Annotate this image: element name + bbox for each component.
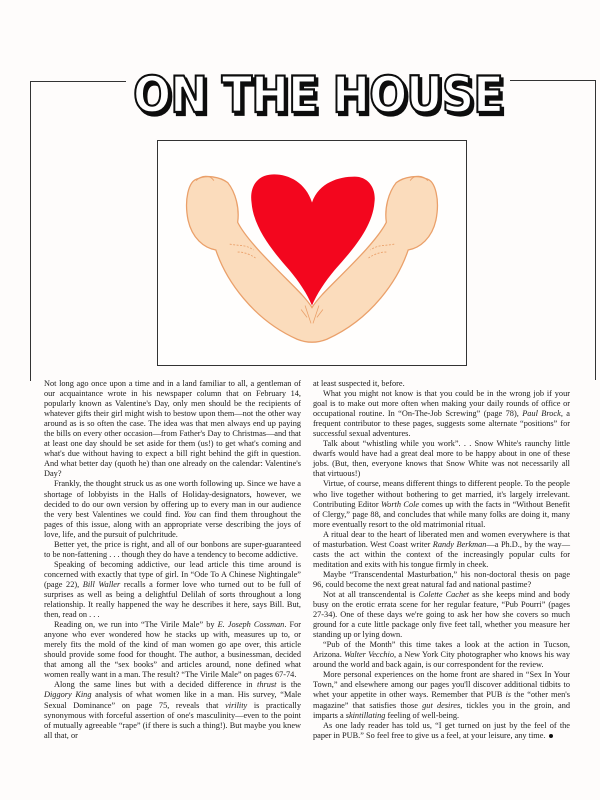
article-paragraph — [313, 721, 570, 741]
article-paragraph — [44, 620, 301, 680]
text-run: A ritual dear to the heart of liberated men and women everywhere is that of masturbation. West Coast writer — [313, 529, 570, 549]
article-paragraph — [313, 640, 570, 670]
text-run: Not at all transcendental is — [323, 589, 419, 599]
italic-name: thrust — [257, 680, 277, 690]
text-run: “Pub of the Month” this time takes a look at the action in Tucson, Arizona. — [313, 640, 570, 660]
text-run: , a New York City photographer who knows his way around the world and back again, is our correspondent for the review. — [313, 650, 570, 670]
illustration-frame — [157, 140, 467, 366]
article-paragraph — [313, 379, 570, 389]
text-run: Along the same lines but with a decided difference in — [54, 680, 258, 690]
italic-name: is — [505, 690, 512, 700]
italic-name: Walter Vecchio — [344, 650, 395, 660]
text-run: Speaking of becoming addictive, our lead article this time around is concerned with exactly that type of girl. In “Ode To A Chinese Nightingale” (page 22), — [44, 559, 301, 589]
article-paragraph — [44, 379, 301, 479]
frame-left-top-rule — [30, 81, 126, 82]
heart-embrace-illustration — [158, 141, 466, 365]
italic-name: Bill Waller — [82, 579, 121, 589]
text-run: —a Ph.D., by the way—casts the act within the context of the increasingly popular cults for meditation and exits with his tongue firmly in cheek. — [313, 539, 570, 569]
italic-name: You — [183, 509, 197, 519]
italic-name: E. Joseph Cossman — [217, 620, 285, 630]
text-run: is practically synonymous with forceful assertion of one's masculinity—even to the point of mutually agreeable “rape” (if there is such a thing!). But maybe you knew all that, or — [44, 700, 301, 740]
text-run: recalls a former love who turned out to be full of surprises as well as being a delightful Delilah of sorts throughout a long relationship. It really happened the way he describes it here, says Bill. But, then, read on . . . — [44, 579, 301, 620]
end-of-article-bullet-icon — [549, 734, 553, 738]
masthead — [128, 62, 508, 124]
article-paragraph — [44, 560, 301, 620]
italic-name: skintillating — [345, 710, 386, 720]
text-run: can find them throughout the pages of this issue, along with an appropriate verse describing the joys of love, life, and the pursuit of pulchritude. — [44, 509, 301, 539]
masthead-title — [128, 62, 508, 124]
frame-right-top-rule — [510, 80, 596, 81]
text-run: feeling of well-being. — [385, 710, 460, 720]
masthead-text: ON THE HOUSE — [133, 66, 503, 124]
article-paragraph — [44, 479, 301, 539]
article-paragraph — [313, 439, 570, 479]
article-column-right — [313, 379, 570, 741]
text-run: at least suspected it, before. — [313, 379, 405, 388]
article-paragraph — [44, 540, 301, 560]
article-body — [44, 379, 570, 741]
italic-name: Paul Brock — [522, 409, 561, 419]
text-run: More personal experiences on the home front are shared in “Sex In Your Town,” and elsewhere among our pages you'll discover additional tidbits to whet your appetite in other ways. Remember that PUB — [313, 670, 570, 700]
text-run: comes up with the facts in “Without Benefit of Clergy,” page 88, and concludes that while many folks are doing it, many more eventually resort to the old matrimonial ritual. — [313, 499, 571, 529]
text-run: Reading on, we run into “The Virile Male” by — [54, 620, 218, 630]
text-run: , tickles you in the groin, and imparts a — [313, 700, 570, 720]
article-paragraph — [313, 530, 570, 570]
italic-name: Randy Berkman — [432, 539, 487, 549]
text-run: Not long ago once upon a time and in a land familiar to all, a gentleman of our acquaintance wrote in his newspaper column that on February 14, popularly known as Valentine's Day, only men should be the recipients of whatever gifts their girl might wish to bestow upon them—not the other way around as is so often the case. The idea was that men always end up paying the bills on every other occasion—from Father's Day to Christmas—and that at least one day should be set aside for them (us!) to get what's coming and what's due without having to expect a bill right behind the gift in question. And what better day (quoth he) than one already on the calendar: Valentine's Day? — [44, 379, 301, 479]
article-paragraph — [313, 670, 570, 720]
text-run: What you might not know is that you could be in the wrong job if your goal is to make out more often when making your daily rounds of office or occupational routine. In “On-The-Job Screwing” (page 78), — [313, 389, 570, 419]
text-run: , a frequent contributor to these pages, suggests some alternate “positions” for successful sexual adventures. — [313, 409, 570, 439]
article-paragraph — [313, 389, 570, 439]
text-run: as she keeps mind and body busy on the erotic errata scene for her regular feature, “Pub Pourri” (pages 27-34). One of these days we're going to ask her how she covers so much ground for a cute little package only five feet tall, whether you measure her standing up or lying down. — [313, 589, 571, 640]
text-run: is the — [276, 680, 301, 690]
frame-right-vertical-rule — [595, 80, 596, 380]
article-paragraph — [313, 590, 570, 640]
frame-left-vertical-rule — [30, 81, 31, 381]
text-run: Talk about “whistling while you work”. . . Snow White's raunchy little dwarfs would have had a great deal more to be happy about in one of these jobs. (But, then, everyone knows that Snow White was not necessarily all that virtuous!) — [313, 439, 570, 479]
text-run: Better yet, the price is right, and all of our bonbons are super-guaranteed to be non-fattening . . . though they do have a tendency to become addictive. — [44, 539, 301, 559]
article-paragraph — [44, 680, 301, 740]
text-run: Virtue, of course, means different things to different people. To the people who live together without bothering to get married, it's largely irrelevant. Contributing Editor — [313, 479, 570, 509]
text-run: As one lady reader has told us, “I get turned on just by the feel of the paper in PUB.” So feel free to give us a feel, at your leisure, any time. — [313, 720, 570, 740]
italic-name: virility — [225, 700, 248, 710]
italic-name: Colette Cachet — [418, 589, 470, 599]
text-run: Frankly, the thought struck us as one worth following up. Since we have a shortage of lobbyists in the Halls of Holiday-designators, however, we decided to do our own version by offering up to every man in our audience the very best Valentines we could find. — [44, 479, 301, 519]
article-paragraph — [313, 570, 570, 590]
italic-name: Worth Cole — [381, 499, 420, 509]
text-run: . For anyone who ever wondered how he stacks up with, measures up to, or merely fits the mold of the kind of man women go ape over, this article should provide some food for thought. The author, a businessman, decided that among all the “sex books” and articles around, none defined what women really want in a man. The result? “The Virile Male” on pages 67-74. — [44, 620, 301, 680]
article-paragraph — [313, 479, 570, 529]
text-run: Maybe “Transcendental Masturbation,” his non-doctoral thesis on page 96, could become the next great natural fad and national pastime? — [313, 569, 570, 589]
article-column-left — [44, 379, 301, 741]
italic-name: gut desires — [422, 700, 461, 710]
text-run: the “other men's magazine” that satisfies those — [313, 690, 570, 710]
italic-name: Diggory King — [44, 690, 92, 700]
text-run: analysis of what women like in a man. His survey, “Male Sexual Dominance” on page 75, reveals that — [44, 690, 302, 710]
